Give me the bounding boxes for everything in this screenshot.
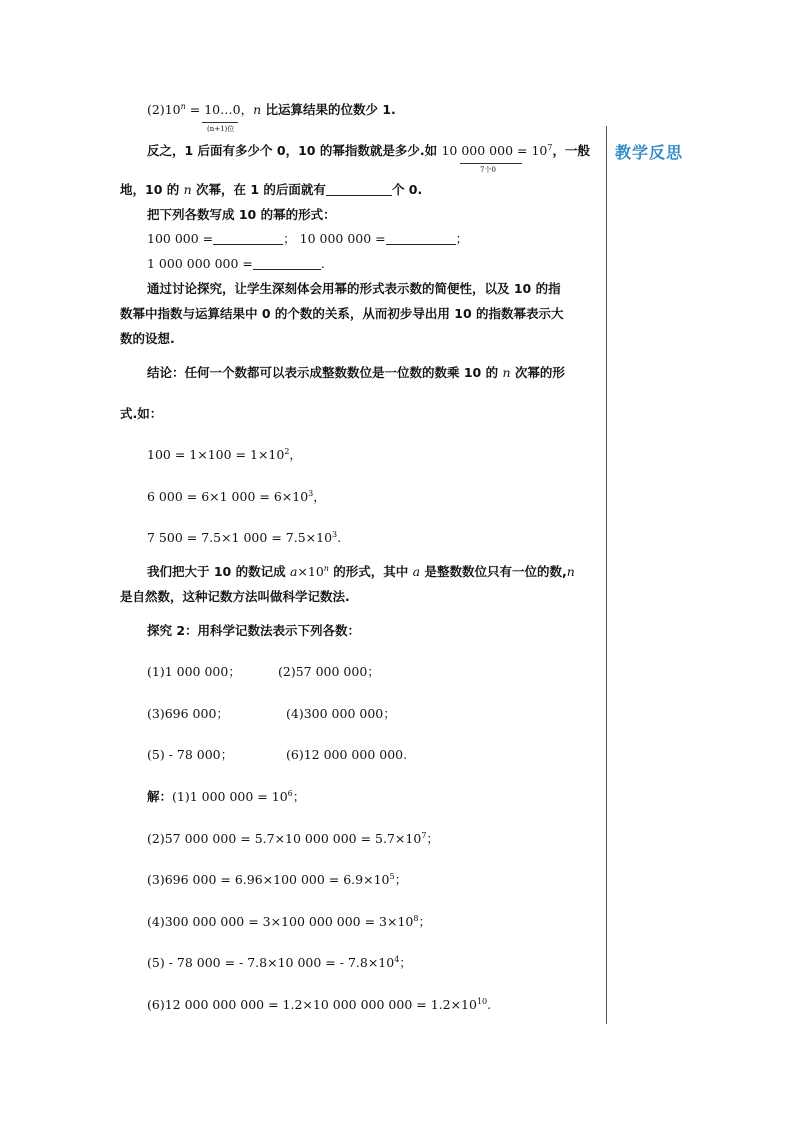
problem-item: (2)57 000 000； (278, 664, 380, 679)
explore-heading: 探究 2：用科学记数法表示下列各数： (147, 623, 361, 638)
line-power-ten-n: $(2)10^n$ = 10…0，n 比运算结果的位数少 1. (147, 102, 396, 117)
underbrace (460, 157, 522, 164)
example-line: $100 = 1\times 100 = 1\times 10^2$， (147, 447, 302, 462)
problem-item: (3)696 000； (147, 706, 229, 721)
definition-line: 我们把大于 10 的数记成 $a\times 10^n$ 的形式，其中 a 是整数数位只有一位的数,n (147, 564, 575, 579)
instruction-line: 把下列各数写成 10 的幂的形式： (147, 207, 336, 222)
line-nth-power: 地，10 的 n 次幂，在 1 的后面就有 个 0. (120, 182, 423, 197)
solution-line: (5) - 78 000 = - 7.8×10 000 = - $7.8\times 10^4$； (147, 955, 412, 970)
problem-item: (5) - 78 000； (147, 747, 234, 762)
definition-line: 是自然数，这种记数方法叫做科学记数法. (120, 589, 350, 604)
solution-line: (3)696 000 = 6.96×100 $000 = 6.9\times 10^5$； (147, 872, 408, 887)
conclusion-line: 式.如： (120, 406, 163, 421)
exercise-line-2: 1 000 000 000 = . (147, 256, 325, 271)
paragraph-line: 数幂中指数与运算结果中 0 的个数的关系，从而初步导出用 10 的指数幂表示大 (120, 306, 564, 321)
conclusion-line: 结论：任何一个数都可以表示成整数数位是一位数的数乘 10 的 n 次幂的形 (147, 365, 565, 380)
solution-line: (6)12 000 000 000 = 1.2×10 000 000 $000 = 1.2\times 10^{10}$. (147, 997, 492, 1012)
fill-blank[interactable] (253, 257, 321, 270)
exercise-line-1: 100 000 = ； 10 000 000 = ； (147, 231, 469, 246)
solution-line: (2)57 000 000 = 5.7×10 000 $000 = 5.7\times 10^7$； (147, 831, 439, 846)
underbrace-label: (n+1)位 (207, 125, 235, 133)
example-line: 7 500 = 7.5×1 $000 = 7.5\times 10^3$. (147, 530, 342, 545)
problem-item: (4)300 000 000； (286, 706, 396, 721)
fill-blank[interactable] (213, 232, 283, 245)
fill-blank[interactable] (326, 183, 392, 196)
underbrace-label: 7个0 (480, 166, 496, 174)
column-divider (606, 126, 607, 1024)
paragraph-line: 数的设想. (120, 331, 175, 346)
paragraph-line: 通过讨论探究，让学生深刻体会用幂的形式表示数的简便性，以及 10 的指 (147, 281, 561, 296)
fill-blank[interactable] (386, 232, 456, 245)
solution-line: (4)300 000 000 = 3×100 000 $000 = 3\times 10^8$； (147, 914, 431, 929)
underbrace (202, 116, 238, 123)
problem-item: (1)1 000 000； (147, 664, 241, 679)
problem-item: (6)12 000 000 000. (286, 747, 408, 762)
side-title-teaching-reflection: 教学反思 (615, 143, 684, 162)
example-line: 6 000 = 6×1 $000 = 6\times 10^3$， (147, 489, 326, 504)
solution-line: 解：(1)1 000 $000 = 10^6$； (147, 789, 306, 804)
line-conversely: 反之，1 后面有多少个 0，10 的幂指数就是多少.如 10 000 $000 = 10^7$，一般 (147, 143, 590, 158)
